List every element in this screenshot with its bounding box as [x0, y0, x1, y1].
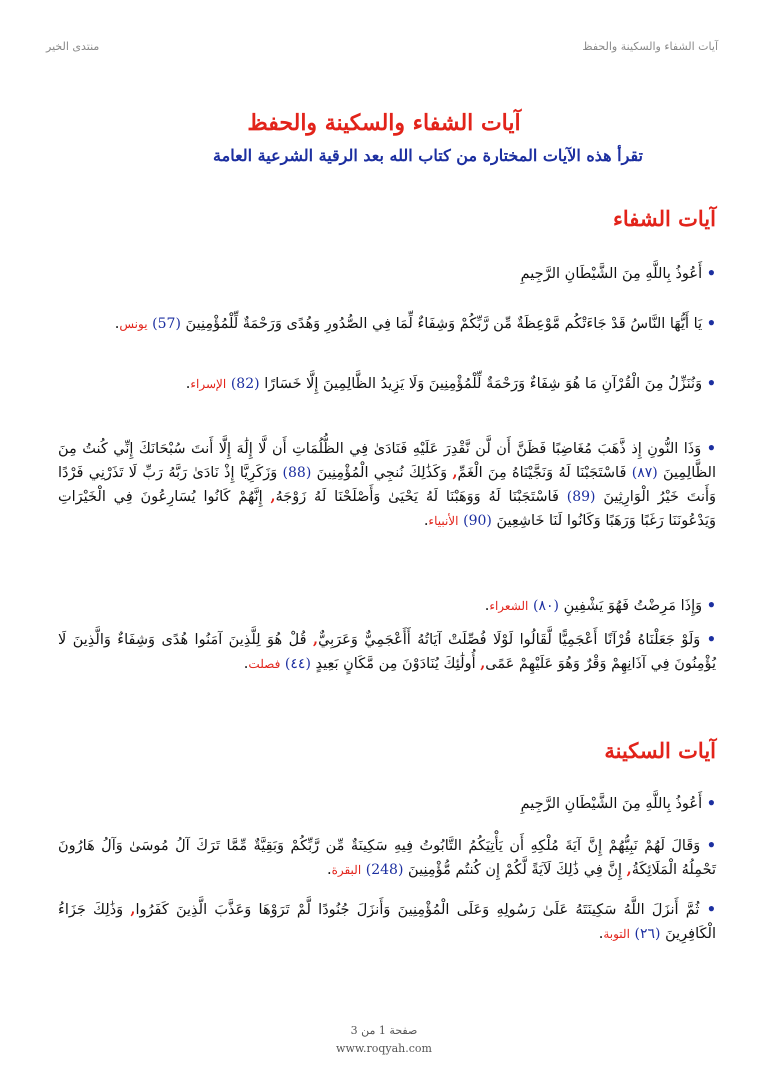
verse-text: وَكَذَٰلِكَ نُنجِي الْمُؤْمِنِينَ [316, 465, 448, 481]
section-title-sakina: آيات السكينة [604, 738, 716, 763]
sakina-verse-tawba: • ثُمَّ أَنزَلَ اللَّهُ سَكِينَتَهُ عَلَىٰ رَسُولِهِ وَعَلَى الْمُؤْمِنِينَ وَأَنزَلَ جُنُودًا لَّمْ تَرَوْهَا وَعَذَّبَ الَّذِينَ كَفَرُوا, وَذَٰلِكَ جَزَاءُ الْكَافِرِينَ (٢٦) التوبة. [58, 901, 716, 942]
sakina-isti3adha [58, 792, 716, 816]
verse-number: (٨٠) [533, 598, 559, 614]
verse-number: (٨٧) [631, 465, 658, 481]
verse-text: وَقَالَ لَهُمْ نَبِيُّهُمْ إِنَّ آيَةَ مُلْكِهِ أَن يَأْتِيَكُمُ التَّابُوتُ فِيهِ سَكِينَةٌ مِّن رَّبِّكُمْ وَبَقِيَّةٌ مِّمَّا تَرَكَ آلُ مُوسَىٰ وَآلُ هَارُونَ تَحْمِلُهُ الْمَلَائِكَةُ [58, 838, 716, 878]
site-url: www.roqyah.com [336, 1042, 432, 1055]
verse-text: وَزَكَرِيَّا إِذْ نَادَىٰ رَبَّهُ رَبِّ لَا تَذَرْنِي فَرْدًا وَأَنتَ خَيْرُ الْوَارِثِينَ [58, 465, 717, 505]
verse-number: (57) [152, 316, 181, 332]
page-number: صفحة 1 من 3 [350, 1024, 418, 1037]
verse-number: (248) [365, 862, 404, 878]
bullet-icon: • [706, 795, 716, 812]
verse-text: إِنَّهُمْ كَانُوا يُسَارِعُونَ فِي الْخَيْرَاتِ وَيَدْعُونَنَا رَغَبًا وَرَهَبًا وَكَانُوا لَنَا خَاشِعِينَ [58, 489, 716, 529]
surah-ref: الأنبياء [428, 514, 459, 528]
verse-text: ثُمَّ أَنزَلَ اللَّهُ سَكِينَتَهُ عَلَىٰ رَسُولِهِ وَعَلَى الْمُؤْمِنِينَ وَأَنزَلَ جُنُودًا لَّمْ تَرَوْهَا وَعَذَّبَ الَّذِينَ كَفَرُوا [135, 902, 700, 918]
surah-ref: يونس [119, 317, 148, 331]
sakina-verse-baqara: • وَقَالَ لَهُمْ نَبِيُّهُمْ إِنَّ آيَةَ مُلْكِهِ أَن يَأْتِيَكُمُ التَّابُوتُ فِيهِ سَكِينَةٌ مِّن رَّبِّكُمْ وَبَقِيَّةٌ مِّمَّا تَرَكَ آلُ مُوسَىٰ وَآلُ هَارُونَ تَحْمِلُهُ الْمَلَائِكَةُ, إِنَّ فِي ذَٰلِكَ لَآيَةً لَّكُمْ إِن كُنتُم مُّؤْمِنِينَ (248) البقرة. [58, 837, 717, 878]
shifa-verse-isra: • وَنُنَزِّلُ مِنَ الْقُرْآنِ مَا هُوَ شِفَاءٌ وَرَحْمَةٌ لِّلْمُؤْمِنِينَ وَلَا يَزِيدُ الظَّالِمِينَ إِلَّا خَسَارًا (82) الإسراء. [185, 375, 716, 392]
verse-number: (88) [282, 465, 312, 481]
section-title-shifa: آيات الشفاء [612, 206, 716, 231]
shifa-verse-yunus: • يَا أَيُّهَا النَّاسُ قَدْ جَاءَتْكُم مَّوْعِظَةٌ مِّن رَّبِّكُمْ وَشِفَاءٌ لِّمَا فِي الصُّدُورِ وَهُدًى وَرَحْمَةٌ لِّلْمُؤْمِنِينَ (57) يونس. [114, 315, 716, 332]
verse-text: إِنَّ فِي ذَٰلِكَ لَآيَةً لَّكُمْ إِن كُنتُم مُّؤْمِنِينَ [408, 862, 623, 878]
verse-number: (٢٦) [634, 926, 661, 942]
bullet-icon: • [706, 901, 716, 918]
surah-ref: فصلت [248, 657, 281, 671]
verse-number: (82) [230, 376, 260, 392]
verse-number: (89) [566, 489, 596, 505]
verse-text: قُلْ هُوَ لِلَّذِينَ آمَنُوا هُدًى وَشِفَاءٌ وَالَّذِينَ لَا يُؤْمِنُونَ فِي آذَانِهِمْ وَقْرٌ وَهُوَ عَلَيْهِمْ عَمًى [58, 632, 716, 672]
verse-text: أَعُوذُ بِاللَّهِ مِنَ الشَّيْطَانِ الرَّجِيمِ [520, 796, 703, 812]
surah-ref: الإسراء [190, 377, 227, 391]
verse-text: وَذَٰلِكَ جَزَاءُ الْكَافِرِينَ [58, 902, 716, 942]
verse-number: (٤٤) [284, 656, 311, 672]
bullet-icon: • [706, 597, 716, 614]
shifa-verse-anbiya: • وَذَا النُّونِ إِذ ذَّهَبَ مُغَاضِبًا فَظَنَّ أَن لَّن نَّقْدِرَ عَلَيْهِ فَنَادَىٰ فِي الظُّلُمَاتِ أَن لَّا إِلَٰهَ إِلَّا أَنتَ سُبْحَانَكَ إِنِّي كُنتُ مِنَ الظَّالِمِينَ (٨٧) فَاسْتَجَبْنَا لَهُ وَنَجَّيْنَاهُ مِنَ الْغَمِّ, وَكَذَٰلِكَ نُنجِي الْمُؤْمِنِينَ (88) وَزَكَرِيَّا إِذْ نَادَىٰ رَبَّهُ رَبِّ لَا تَذَرْنِي فَرْدًا وَأَنتَ خَيْرُ الْوَارِثِينَ (89) فَاسْتَجَبْنَا لَهُ وَوَهَبْنَا لَهُ يَحْيَىٰ وَأَصْلَحْنَا لَهُ زَوْجَهُ, إِنَّهُمْ كَانُوا يُسَارِعُونَ فِي الْخَيْرَاتِ وَيَدْعُونَنَا رَغَبًا وَرَهَبًا وَكَانُوا لَنَا خَاشِعِينَ (90) الأنبياء. [58, 440, 717, 529]
verse-text: وَنُنَزِّلُ مِنَ الْقُرْآنِ مَا هُوَ شِفَاءٌ وَرَحْمَةٌ لِّلْمُؤْمِنِينَ وَلَا يَزِيدُ الظَّالِمِينَ إِلَّا خَسَارًا [264, 376, 703, 392]
verse-text: وَذَا النُّونِ إِذ ذَّهَبَ مُغَاضِبًا فَظَنَّ أَن لَّن نَّقْدِرَ عَلَيْهِ فَنَادَىٰ فِي الظُّلُمَاتِ أَن لَّا إِلَٰهَ إِلَّا أَنتَ سُبْحَانَكَ إِنِّي كُنتُ مِنَ الظَّالِمِينَ [58, 441, 716, 481]
bullet-icon: • [706, 315, 716, 332]
verse-text: وَإِذَا مَرِضْتُ فَهُوَ يَشْفِينِ [563, 598, 703, 614]
surah-ref: البقرة [331, 863, 362, 877]
shifa-isti3adha [58, 262, 716, 286]
verse-text: وَلَوْ جَعَلْنَاهُ قُرْآنًا أَعْجَمِيًّا لَّقَالُوا لَوْلَا فُصِّلَتْ آيَاتُهُ أَأَعْجَمِيٌّ وَعَرَبِيٌّ [318, 632, 701, 648]
shifa-verse-shuara: • وَإِذَا مَرِضْتُ فَهُوَ يَشْفِينِ (٨٠) الشعراء. [484, 597, 716, 614]
header-forum-name: منتدى الخير [46, 40, 100, 53]
verse-text: أَعُوذُ بِاللَّهِ مِنَ الشَّيْطَانِ الرَّجِيمِ [520, 266, 703, 282]
verse-text: يَا أَيُّهَا النَّاسُ قَدْ جَاءَتْكُم مَّوْعِظَةٌ مِّن رَّبِّكُمْ وَشِفَاءٌ لِّمَا فِي الصُّدُورِ وَهُدًى وَرَحْمَةٌ لِّلْمُؤْمِنِينَ [185, 316, 703, 332]
surah-ref: التوبة [603, 927, 630, 941]
page-subtitle: تقرأ هذه الآيات المختارة من كتاب الله بعد الرقية الشرعية العامة [213, 146, 643, 165]
bullet-icon: • [706, 837, 717, 854]
bullet-icon: • [706, 440, 716, 457]
verse-number: (90) [463, 513, 492, 529]
bullet-icon: • [706, 631, 716, 648]
verse-text: فَاسْتَجَبْنَا لَهُ وَنَجَّيْنَاهُ مِنَ الْغَمِّ [457, 465, 627, 481]
header-document-title: آيات الشفاء والسكينة والحفظ [582, 40, 718, 53]
page-title: آيات الشفاء والسكينة والحفظ [247, 110, 521, 136]
verse-text: أُولَٰئِكَ يُنَادَوْنَ مِن مَّكَانٍ بَعِيدٍ [315, 656, 476, 672]
shifa-verse-fussilat: • وَلَوْ جَعَلْنَاهُ قُرْآنًا أَعْجَمِيًّا لَّقَالُوا لَوْلَا فُصِّلَتْ آيَاتُهُ أَأَعْجَمِيٌّ وَعَرَبِيٌّ, قُلْ هُوَ لِلَّذِينَ آمَنُوا هُدًى وَشِفَاءٌ وَالَّذِينَ لَا يُؤْمِنُونَ فِي آذَانِهِمْ وَقْرٌ وَهُوَ عَلَيْهِمْ عَمًى, أُولَٰئِكَ يُنَادَوْنَ مِن مَّكَانٍ بَعِيدٍ (٤٤) فصلت. [58, 631, 716, 672]
bullet-icon: • [706, 375, 716, 392]
bullet-icon: • [706, 265, 716, 282]
verse-text: فَاسْتَجَبْنَا لَهُ وَوَهَبْنَا لَهُ يَحْيَىٰ وَأَصْلَحْنَا لَهُ زَوْجَهُ [275, 489, 559, 505]
surah-ref: الشعراء [489, 599, 529, 613]
page-footer [0, 1022, 768, 1058]
